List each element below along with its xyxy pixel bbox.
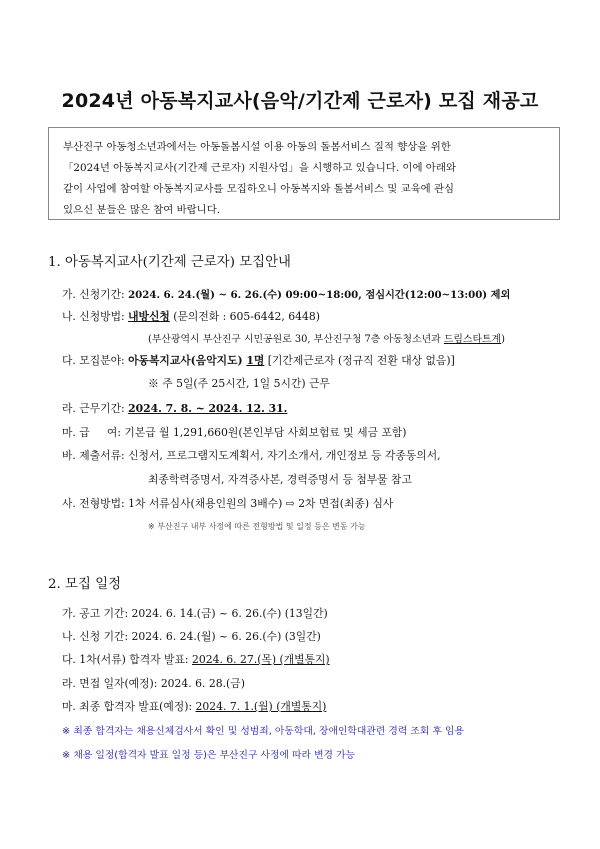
schedule-label: 다. 1차(서류) 합격자 발표:	[62, 653, 192, 666]
hours-row: ※ 주 5일(주 25시간, 1일 5시간) 근무	[148, 377, 330, 390]
schedule-row	[62, 699, 326, 714]
intro-line: 있으신 분들은 많은 참여 바랍니다.	[63, 204, 221, 216]
schedule-row	[62, 629, 321, 644]
selection-value: 1차 서류심사(채용인원의 3배수) ⇨ 2차 면접(최종) 심사	[128, 497, 394, 510]
salary-value: 기본급 월 1,291,660원(본인부담 사회보험료 및 세금 포함)	[124, 426, 407, 439]
apply-method-value: 내방신청	[128, 310, 170, 323]
documents-label: 바. 제출서류:	[62, 449, 129, 462]
section1-heading: 1. 아동복지교사(기간제 근로자) 모집안내	[48, 255, 291, 270]
page-title: 2024년 아동복지교사(음악/기간제 근로자) 모집 재공고	[61, 90, 539, 112]
schedule-label: 마. 최종 합격자 발표(예정):	[62, 700, 196, 713]
apply-method-phone: (문의전화 : 605-6442, 6448)	[169, 310, 320, 323]
field-row	[62, 353, 455, 368]
field-count: 1명	[246, 354, 265, 367]
address-suffix: )	[501, 334, 505, 345]
address-row	[148, 331, 505, 345]
schedule-value: 2024. 7. 1.(월) (개별통지)	[195, 700, 327, 713]
work-period-row	[62, 401, 287, 416]
work-period-value: 2024. 7. 8. ~ 2024. 12. 31.	[128, 402, 288, 415]
intro-line: 부산진구 아동청소년과에서는 아동돌봄시설 이용 아동의 돌봄서비스 질적 향상을 위한	[63, 141, 451, 153]
schedule-value: 2024. 6. 28.(금)	[160, 677, 245, 690]
schedule-note: ※ 채용 일정(합격자 발표 일정 등)은 부산진구 사정에 따라 변경 가능	[62, 750, 356, 761]
schedule-row	[62, 652, 330, 667]
documents-line1: 신청서, 프로그램지도계획서, 자기소개서, 개인정보 등 각종동의서,	[128, 449, 441, 462]
apply-period-value: 2024. 6. 24.(월) ~ 6. 26.(수) 09:00~18:00, 점심시간(12:00~13:00) 제외	[128, 289, 511, 301]
schedule-value: 2024. 6. 27.(목) (개별통지)	[191, 653, 330, 666]
section2-heading: 2. 모집 일정	[48, 577, 122, 592]
apply-method-label: 나. 신청방법:	[62, 310, 129, 323]
apply-period-label: 가. 신청기간:	[62, 288, 129, 301]
salary-row	[62, 425, 407, 440]
field-rest: [기간제근로자 (정규직 전환 대상 없음)]	[264, 354, 455, 367]
schedule-row	[62, 606, 328, 621]
selection-note: ※ 부산진구 내부 사정에 따른 전형방법 및 일정 등은 변동 가능	[148, 522, 366, 531]
apply-period-row	[62, 286, 510, 302]
schedule-label: 가. 공고 기간:	[62, 607, 132, 620]
intro-line: 「2024년 아동복지교사(기간제 근로자) 지원사업」을 시행하고 있습니다. 이에 아래와	[63, 162, 456, 174]
intro-line: 같이 사업에 참여할 아동복지교사를 모집하오니 아동복지와 돌봄서비스 및 교육에 관심	[63, 183, 455, 195]
address-prefix: (부산광역시 부산진구 시민공원로 30, 부산진구청 7층 아동청소년과	[148, 334, 444, 345]
apply-method-row	[62, 309, 320, 324]
schedule-note: ※ 최종 합격자는 채용신체검사서 확인 및 성범죄, 아동학대, 장애인학대관련 경력 조회 후 임용	[62, 726, 464, 737]
address-link: 드림스타트계	[443, 334, 502, 345]
schedule-label: 라. 면접 일자(예정):	[62, 677, 161, 690]
selection-label: 사. 전형방법:	[62, 497, 129, 510]
field-value: 아동복지교사(음악지도)	[128, 354, 247, 367]
documents-line2: 최종학력증명서, 자격증사본, 경력증명서 등 첨부물 참고	[148, 473, 412, 486]
schedule-label: 나. 신청 기간:	[62, 630, 132, 643]
salary-label: 마. 급 여:	[62, 426, 125, 439]
work-period-label: 라. 근무기간:	[62, 402, 129, 415]
schedule-row	[62, 676, 245, 691]
intro-box	[48, 127, 560, 220]
documents-row	[62, 448, 441, 463]
schedule-value: 2024. 6. 24.(월) ~ 6. 26.(수) (3일간)	[131, 630, 321, 643]
field-label: 다. 모집분야:	[62, 354, 129, 367]
selection-row	[62, 496, 393, 511]
schedule-value: 2024. 6. 14.(금) ~ 6. 26.(수) (13일간)	[131, 607, 328, 620]
